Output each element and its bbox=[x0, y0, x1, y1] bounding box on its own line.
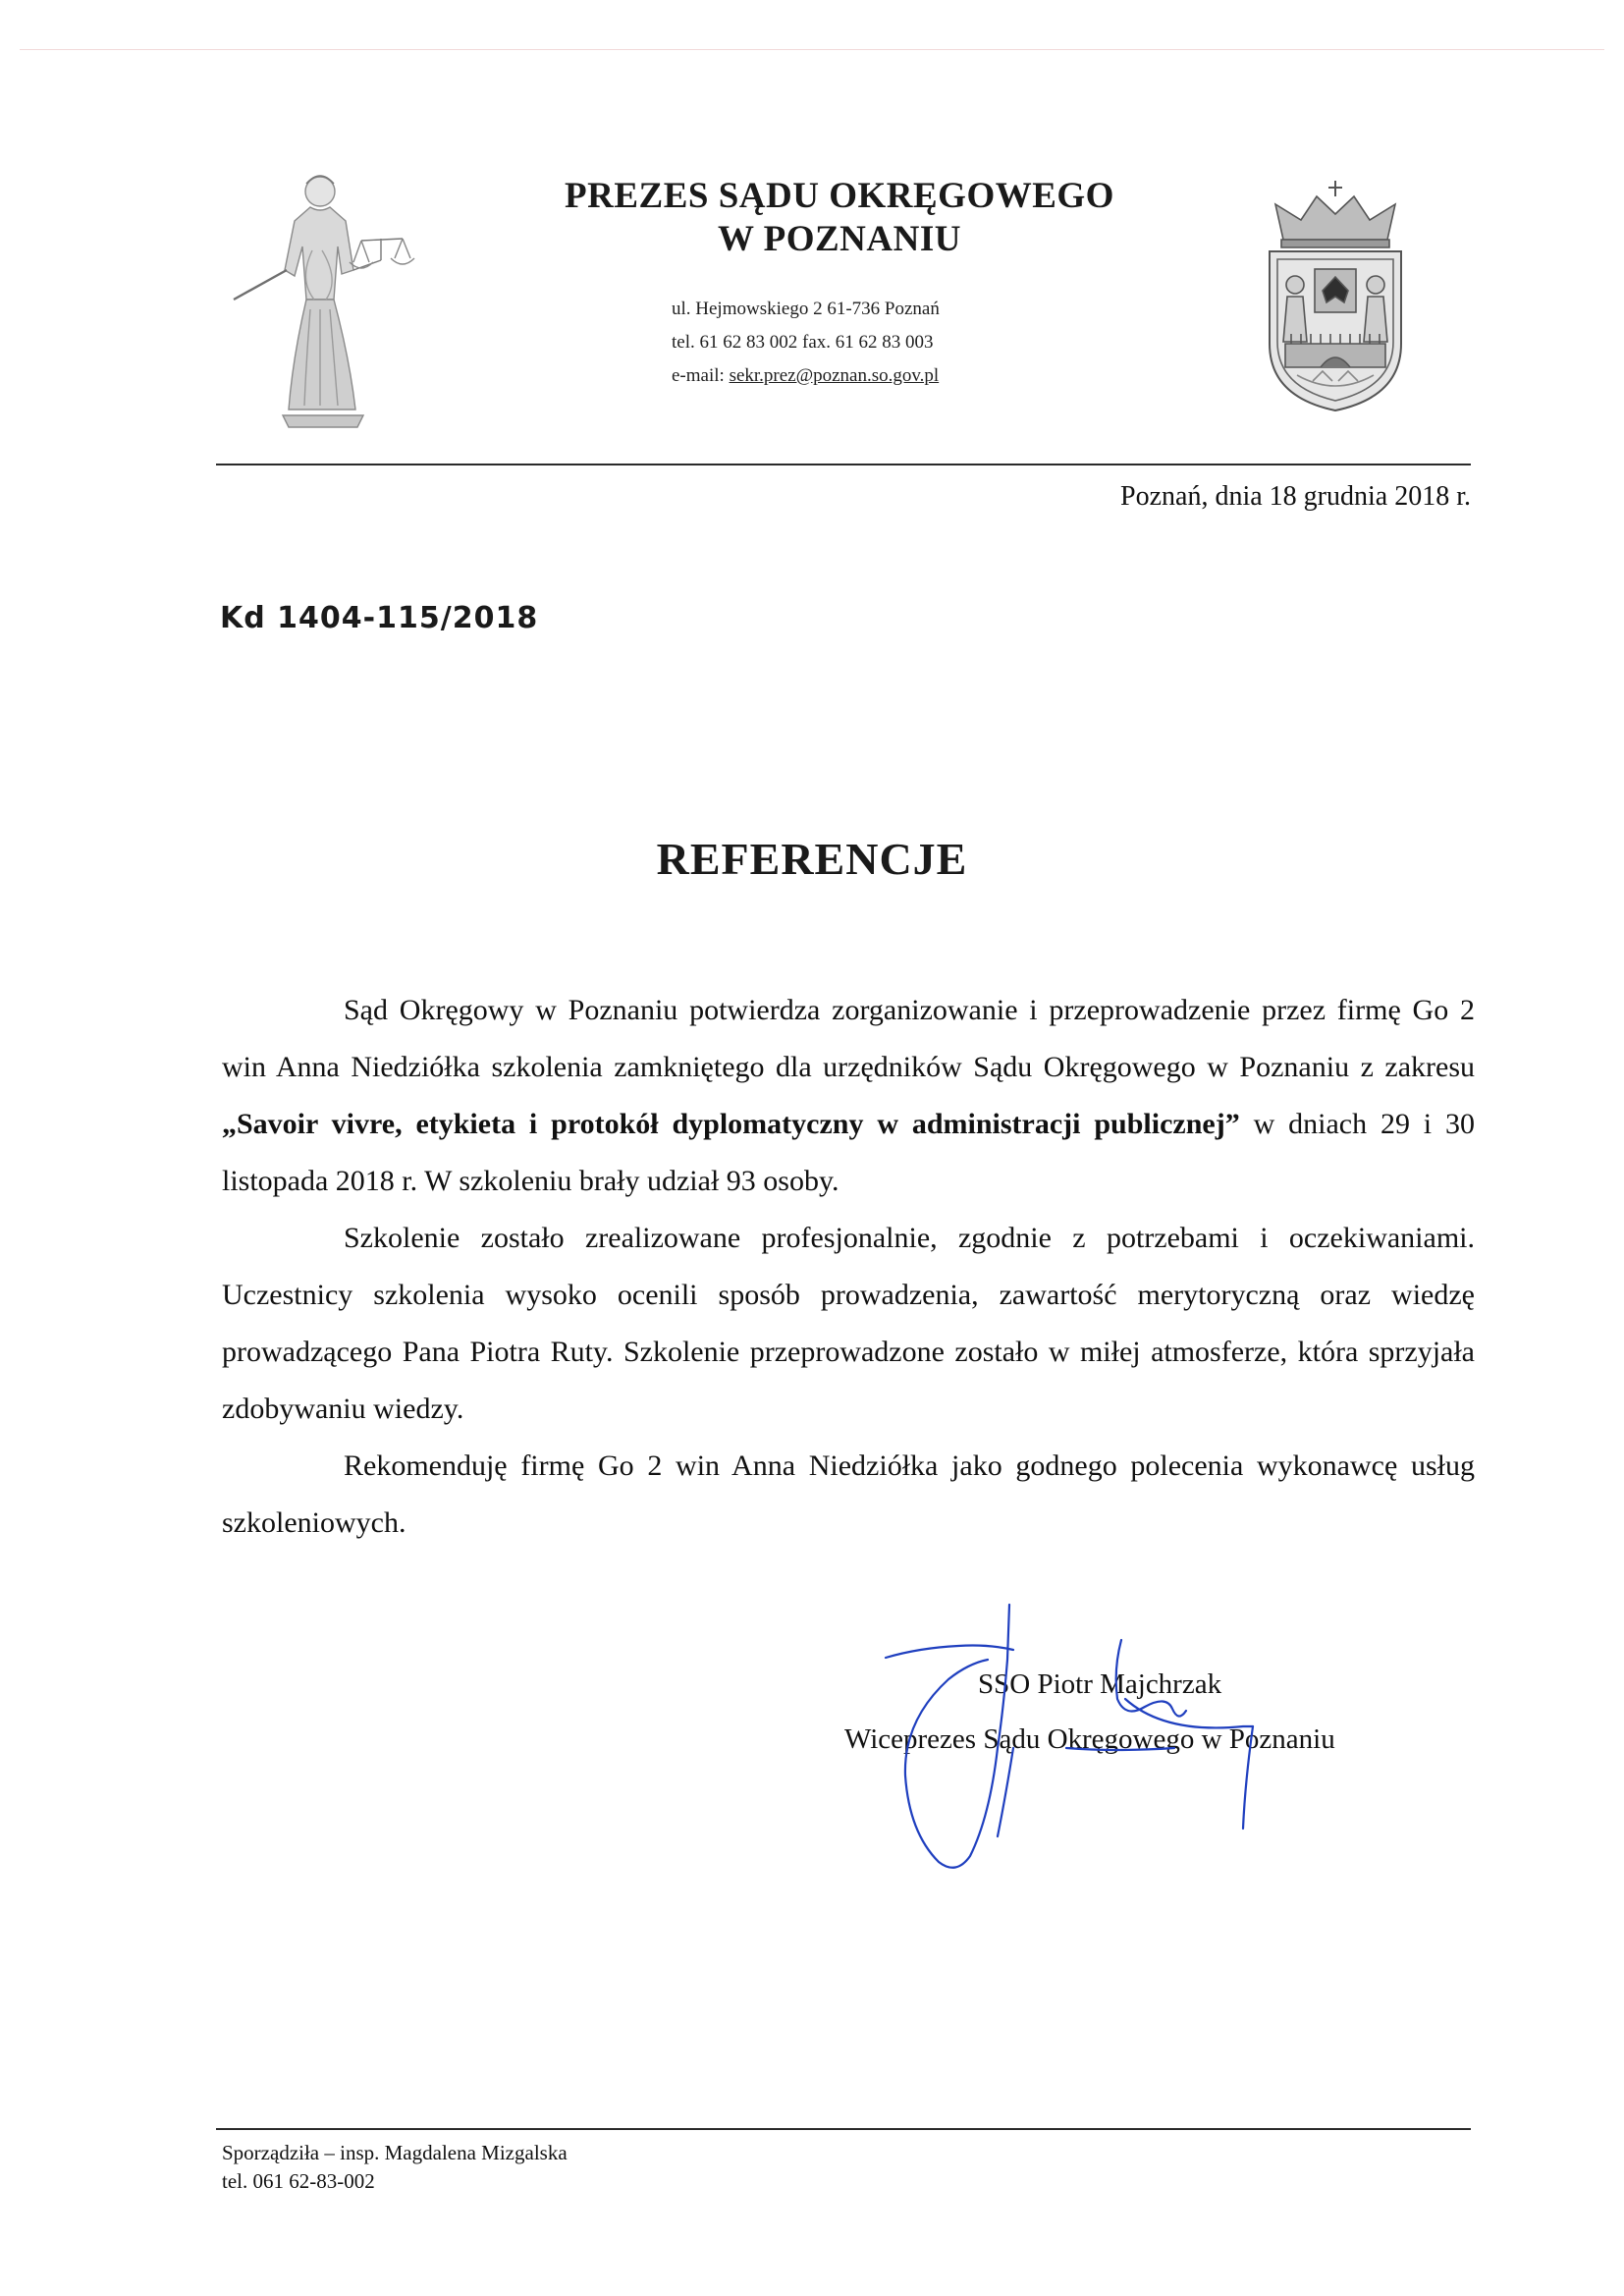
body-paragraph-1 bbox=[222, 982, 1475, 1210]
handwritten-signature bbox=[880, 1601, 1302, 1882]
email-link[interactable]: sekr.prez@poznan.so.gov.pl bbox=[729, 365, 940, 386]
footer-phone: tel. 061 62-83-002 bbox=[222, 2169, 375, 2193]
reference-number: Kd 1404-115/2018 bbox=[220, 601, 539, 635]
poznan-coat-of-arms-icon bbox=[1262, 175, 1409, 415]
footer-divider bbox=[216, 2128, 1471, 2130]
email-label: e-mail: bbox=[672, 365, 730, 386]
body-paragraph-3: Rekomenduję firmę Go 2 win Anna Niedziółka jako godnego polecenia wykonawcę usług szkoleniowych. bbox=[222, 1449, 1475, 1539]
course-title: „Savoir vivre, etykieta i protokół dyplomatyczny w administracji publicznej” bbox=[222, 1108, 1240, 1140]
letter-body bbox=[222, 982, 1475, 1552]
institution-title-line2: W POZNANIU bbox=[718, 219, 961, 259]
paragraph-1-intro: Sąd Okręgowy w Poznaniu potwierdza zorganizowanie i przeprowadzenie przez firmę Go 2 win Anna Niedziółka szkolenia zamkniętego dla urzędników Sądu Okręgowego w Poznaniu z zakresu bbox=[222, 994, 1475, 1083]
prepared-by: Sporządziła – insp. Magdalena Mizgalska bbox=[222, 2141, 568, 2164]
institution-title-line1: PREZES SĄDU OKRĘGOWEGO bbox=[565, 176, 1114, 216]
phone-fax-line: tel. 61 62 83 002 fax. 61 62 83 003 bbox=[672, 332, 934, 353]
body-paragraph-2: Szkolenie zostało zrealizowane profesjonalnie, zgodnie z potrzebami i oczekiwaniami. Uczestnicy szkolenia wysoko ocenili sposób prowadzenia, zawartość merytoryczną oraz wiedzę prowadzącego Pana Piotra Ruty. Szkolenie przeprowadzone zostało w miłej atmosferze, która sprzyjała zdobywaniu wiedzy. bbox=[222, 1222, 1475, 1425]
institution-title bbox=[452, 175, 1227, 261]
address-line: ul. Hejmowskiego 2 61-736 Poznań bbox=[672, 299, 940, 319]
document-title: REFERENCJE bbox=[656, 834, 968, 884]
contact-block bbox=[672, 293, 940, 393]
signatory-name: SSO Piotr Majchrzak bbox=[978, 1668, 1222, 1700]
footer bbox=[222, 2139, 568, 2196]
paragraph-1-rest: w dniach 29 i 30 listopada 2018 r. W szkoleniu brały udział 93 osoby. bbox=[222, 1108, 1475, 1197]
email-line bbox=[672, 359, 940, 393]
signatory-role: Wiceprezes Sądu Okręgowego w Poznaniu bbox=[844, 1723, 1335, 1755]
justitia-figure-icon bbox=[224, 152, 430, 432]
document-date: Poznań, dnia 18 grudnia 2018 r. bbox=[1120, 481, 1471, 512]
scan-hairline bbox=[20, 49, 1604, 50]
letterhead-divider bbox=[216, 464, 1471, 465]
